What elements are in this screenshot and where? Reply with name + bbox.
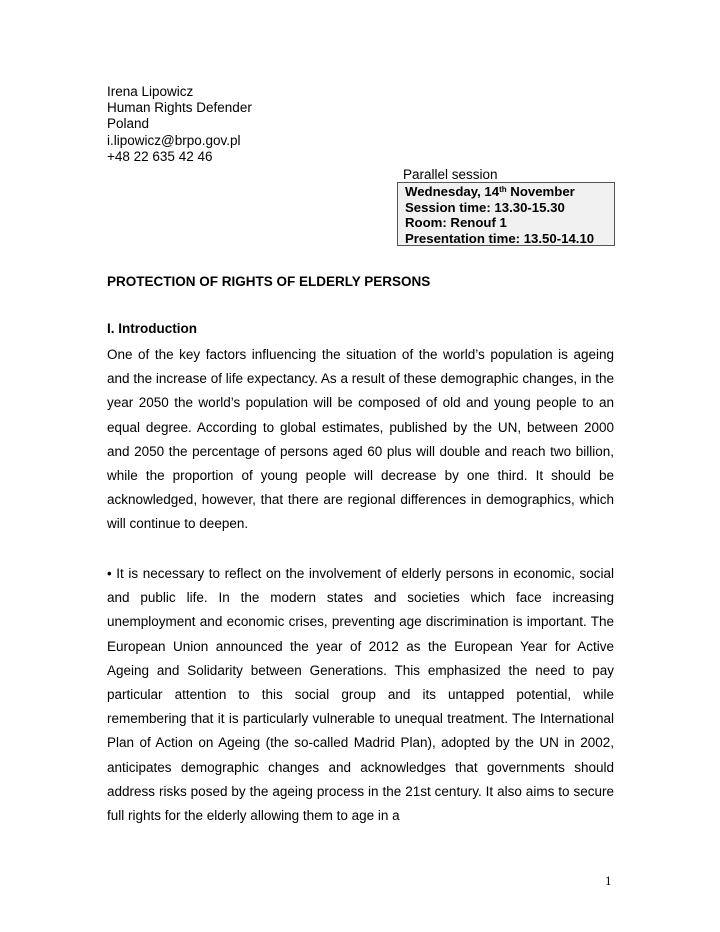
session-room: Room: Renouf 1 <box>405 215 507 231</box>
paragraph: One of the key factors influencing the situation of the world’s population is ageing and the increase of life expectancy. As a result of these demographic changes, in the year 2050 the world’s population will be composed of old and young people to an equal degree. According to global estimates, published by the UN, between 2000 and 2050 the percentage of persons aged 60 plus will double and reach two billion, while the proportion of young people will decrease by one third. It should be acknowledged, however, that there are regional differences in demographics, which will continue to deepen. <box>107 347 614 532</box>
author-position: Human Rights Defender <box>107 100 252 116</box>
document-title: PROTECTION OF RIGHTS OF ELDERLY PERSONS <box>107 274 431 289</box>
author-block <box>107 84 252 165</box>
paragraph: • It is necessary to reflect on the involvement of elderly persons in economic, social and public life. In the modern states and societies which face increasing unemployment and economic crises, preventing age discrimination is important. The European Union announced the year of 2012 as the European Year for Active Ageing and Solidarity between Generations. This emphasized the need to pay particular attention to this social group and its untapped potential, while remembering that it is particularly vulnerable to unequal treatment. The International Plan of Action on Ageing (the so-called Madrid Plan), adopted by the UN in 2002, anticipates demographic changes and acknowledges that governments should address risks posed by the ageing process in the 21st century. It also aims to secure full rights for the elderly allowing them to age in a <box>107 566 614 824</box>
session-info-box <box>397 182 615 246</box>
author-name: Irena Lipowicz <box>107 84 194 99</box>
session-date-day: Wednesday, 14 <box>405 184 500 199</box>
presentation-time: Presentation time: 13.50-14.10 <box>405 230 595 246</box>
page-number: 1 <box>605 873 612 888</box>
author-phone: +48 22 635 42 46 <box>107 148 213 164</box>
author-email: i.lipowicz@brpo.gov.pl <box>107 132 241 148</box>
section-heading: I. Introduction <box>107 321 197 336</box>
session-date-ordinal: th <box>499 184 507 194</box>
session-time: Session time: 13.30-15.30 <box>405 199 565 215</box>
session-label: Parallel session <box>403 167 498 182</box>
session-date <box>405 184 614 200</box>
session-date-month: November <box>506 184 575 199</box>
author-country: Poland <box>107 116 150 132</box>
